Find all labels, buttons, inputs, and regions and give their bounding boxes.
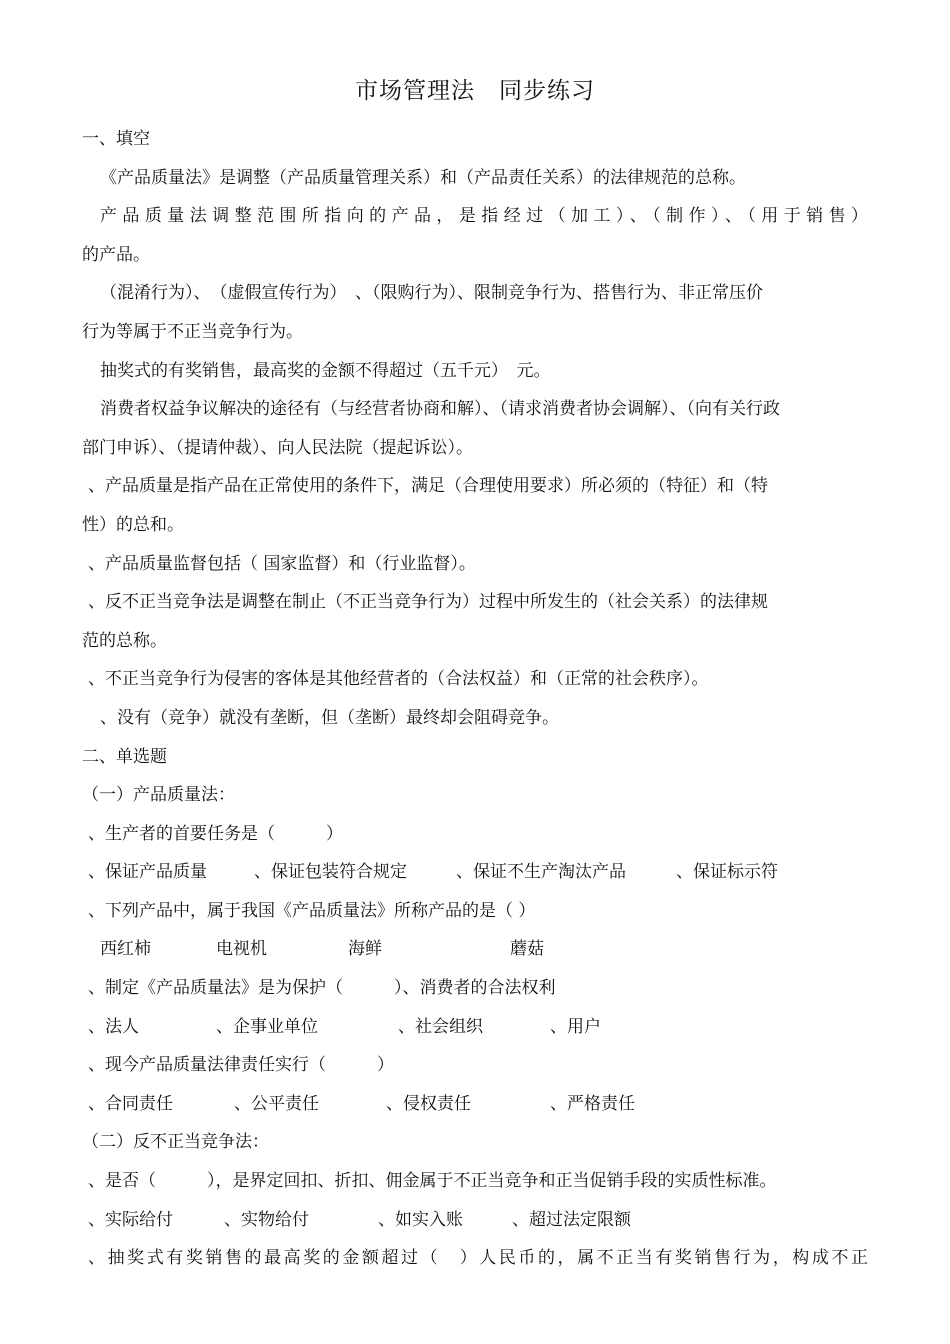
- option: 、用户: [550, 1016, 601, 1037]
- option: 、保证包装符合规定: [254, 862, 407, 883]
- fill-blank-item-continued: 的产品。: [82, 244, 150, 265]
- question: 、制定《产品质量法》是为保护（ ）、消费者的合法权利: [88, 978, 556, 999]
- question: 、现今产品质量法律责任实行（ ）: [88, 1055, 394, 1076]
- page-title: 市场管理法 同步练习: [355, 78, 595, 104]
- question: 、抽奖式有奖销售的最高奖的金额超过（ ）人民币的，属不正当有奖销售行为，构成不正: [88, 1248, 868, 1269]
- fill-blank-item-continued: 性）的总和。: [82, 514, 184, 535]
- subsection-heading: （一）产品质量法：: [82, 785, 235, 806]
- section-heading: 二、单选题: [82, 746, 167, 767]
- option-row: [82, 1008, 868, 1047]
- option: 电视机: [216, 939, 267, 960]
- fill-blank-item-continued: 行为等属于不正当竞争行为。: [82, 321, 303, 342]
- fill-blank-item-continued: 范的总称。: [82, 630, 167, 651]
- option: 、保证产品质量: [88, 862, 207, 883]
- option: 、社会组织: [398, 1016, 483, 1037]
- option: 、实物给付: [224, 1209, 309, 1230]
- fill-blank-item-continued: 部门申诉）、（提请仲裁）、向人民法院（提起诉讼）。: [82, 437, 473, 458]
- fill-blank-item: 、产品质量是指产品在正常使用的条件下，满足（合理使用要求）所必须的（特征）和（特: [88, 476, 768, 497]
- option: 、实际给付: [88, 1209, 173, 1230]
- option: 、保证不生产淘汰产品: [456, 862, 626, 883]
- option: 、超过法定限额: [512, 1209, 631, 1230]
- fill-blank-item: 、产品质量监督包括（ 国家监督）和（行业监督）。: [88, 553, 476, 574]
- section-heading: 一、填空: [82, 129, 150, 149]
- option: 海鲜: [348, 939, 382, 960]
- option: 、合同责任: [88, 1093, 173, 1114]
- subsection-heading: （二）反不正当竞争法：: [82, 1132, 269, 1153]
- fill-blank-item: 、反不正当竞争法是调整在制止（不正当竞争行为）过程中所发生的（社会关系）的法律规: [88, 592, 768, 613]
- option: 、严格责任: [550, 1093, 635, 1114]
- fill-blank-item: 《产品质量法》是调整（产品质量管理关系）和（产品责任关系）的法律规范的总称。: [100, 167, 746, 188]
- option-row: [82, 853, 868, 892]
- fill-blank-item: 消费者权益争议解决的途径有（与经营者协商和解）、（请求消费者协会调解）、（向有关行政: [100, 399, 780, 420]
- document-body: [82, 120, 868, 1278]
- option: 、侵权责任: [386, 1093, 471, 1114]
- option-row: [82, 1201, 868, 1240]
- fill-blank-item: 产品质量法调整范围所指向的产品，是指经过（加工）、（制作）、（用于销售）: [100, 206, 868, 227]
- option: 、如实入账: [378, 1209, 463, 1230]
- question: 、生产者的首要任务是（ ）: [88, 823, 343, 844]
- option: 、保证标示符: [676, 862, 778, 883]
- fill-blank-item: 抽奖式的有奖销售，最高奖的金额不得超过（五千元） 元。: [100, 360, 551, 381]
- option: 西红柿: [100, 939, 151, 960]
- fill-blank-item: 、不正当竞争行为侵害的客体是其他经营者的（合法权益）和（正常的社会秩序）。: [88, 669, 709, 690]
- option: 、企事业单位: [216, 1016, 318, 1037]
- option-row: [82, 930, 868, 969]
- question: 、下列产品中，属于我国《产品质量法》所称产品的是（ ）: [88, 900, 536, 921]
- option: 蘑菇: [510, 939, 544, 960]
- fill-blank-item: 、没有（竞争）就没有垄断，但（垄断）最终却会阻碍竞争。: [100, 707, 559, 728]
- fill-blank-item: （混淆行为）、 （虚假宣传行为） 、（限购行为）、限制竞争行为、搭售行为、非正常压价: [100, 283, 763, 304]
- option: 、法人: [88, 1016, 139, 1037]
- option: 、公平责任: [234, 1093, 319, 1114]
- option-row: [82, 1085, 868, 1124]
- question: 、是否（ ），是界定回扣、折扣、佣金属于不正当竞争和正当促销手段的实质性标准。: [88, 1171, 777, 1192]
